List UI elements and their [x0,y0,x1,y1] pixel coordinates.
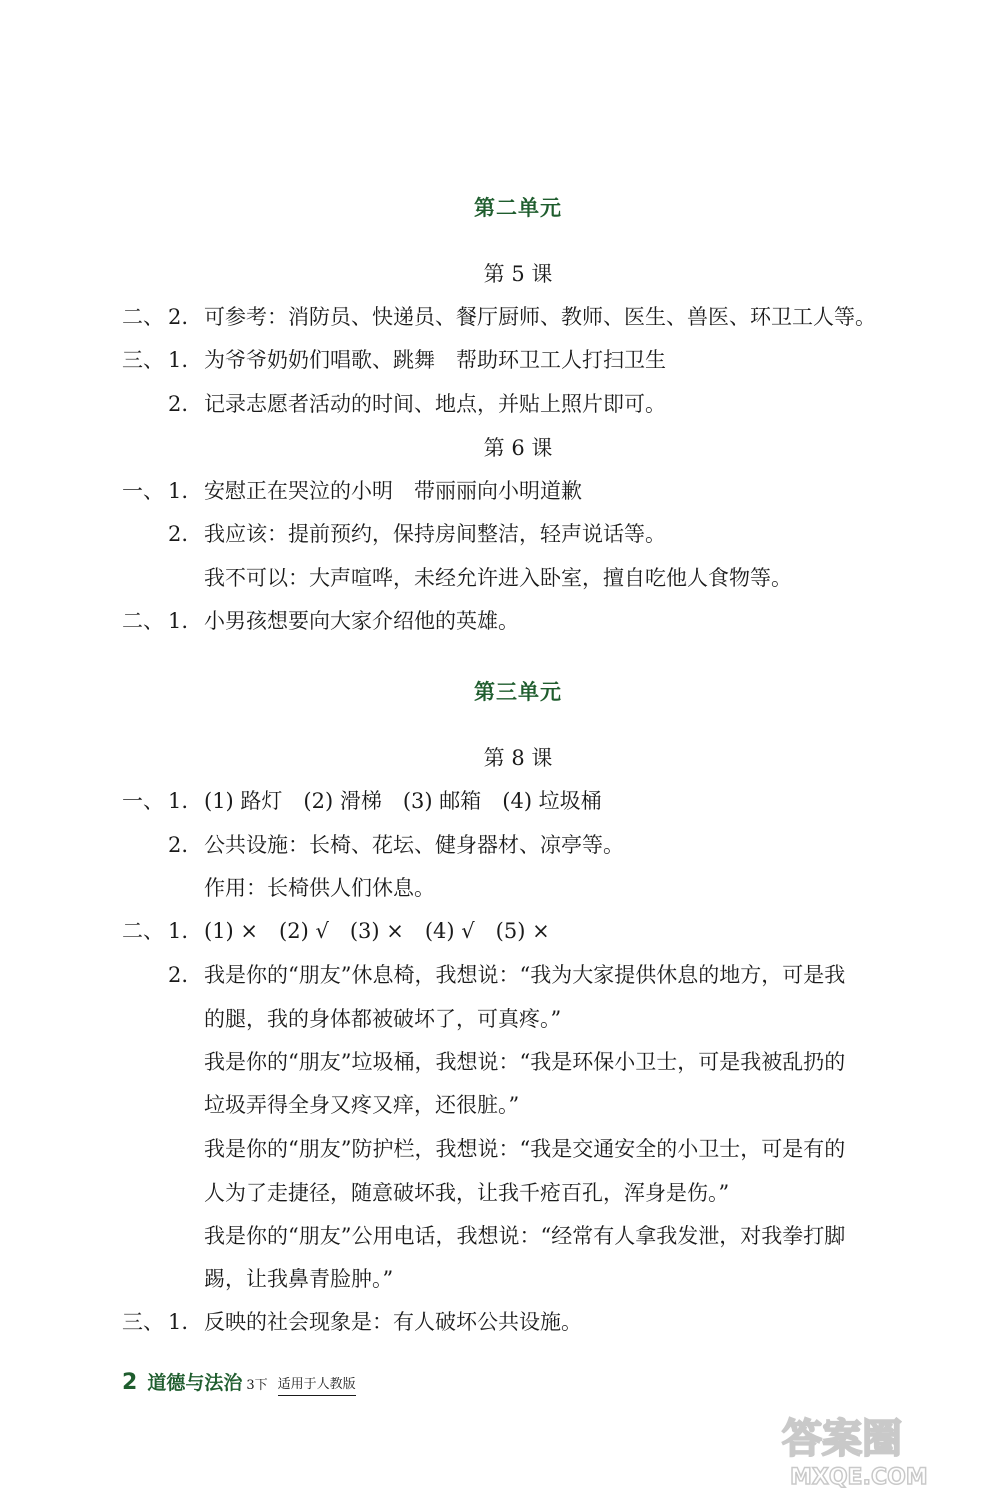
answer-line [0,1004,1000,1034]
answer-text: 小男孩想要向大家介绍他的英雄。 [204,609,519,633]
answer-text: 为爷爷奶奶们唱歌、跳舞 帮助环卫工人打扫卫生 [204,348,666,372]
answer-line [0,786,1000,816]
question-number: 1. [168,919,189,943]
question-number: 1. [168,479,189,503]
answer-text: 我是你的“朋友”休息椅，我想说：“我为大家提供休息的地方，可是我 [204,963,846,987]
answer-text: 我不可以：大声喧哗，未经允许进入卧室，擅自吃他人食物等。 [204,566,792,590]
answer-line [0,916,1000,946]
edition-label: 适用于人教版 [278,1375,356,1396]
section-marker: 三、 [122,348,164,372]
answer-text: 踢，让我鼻青脸肿。” [204,1267,394,1291]
watermark-logo [772,1400,982,1490]
answer-line [0,1178,1000,1208]
answer-line [0,476,1000,506]
section-marker: 一、 [122,479,164,503]
answer-text: 可参考：消防员、快递员、餐厅厨师、教师、医生、兽医、环卫工人等。 [204,305,876,329]
svg-text:答案圈: 答案圈 [782,1416,902,1462]
question-number: 1. [168,609,189,633]
answer-text: 我是你的“朋友”垃圾桶，我想说：“我是环保小卫士，可是我被乱扔的 [204,1050,846,1074]
answer-text: 的腿，我的身体都被破坏了，可真疼。” [204,1007,562,1031]
answer-line [0,873,1000,903]
answer-text: 垃圾弄得全身又疼又痒，还很脏。” [204,1093,520,1117]
question-number: 2. [168,392,189,416]
answer-text: 公共设施：长椅、花坛、健身器材、凉亭等。 [204,833,624,857]
section-marker: 二、 [122,919,164,943]
unit-title: 第三单元 [474,680,562,704]
question-number: 2. [168,963,189,987]
answer-line [0,1221,1000,1251]
answer-text: 记录志愿者活动的时间、地点，并贴上照片即可。 [204,392,666,416]
answer-line [0,519,1000,549]
answer-line [0,606,1000,636]
question-number: 2. [168,305,189,329]
section-marker: 一、 [122,789,164,813]
svg-text:MXQE.COM: MXQE.COM [790,1465,928,1490]
unit-title: 第二单元 [474,196,562,220]
section-marker: 三、 [122,1310,164,1334]
question-number: 2. [168,522,189,546]
page-footer [122,1368,356,1396]
answer-text: 我应该：提前预约，保持房间整洁，轻声说话等。 [204,522,666,546]
answer-line [0,563,1000,593]
answer-text: 反映的社会现象是：有人破坏公共设施。 [204,1310,582,1334]
lesson-title: 第 5 课 [483,262,553,286]
question-number: 1. [168,789,189,813]
answer-text: 人为了走捷径，随意破坏我，让我千疮百孔，浑身是伤。” [204,1181,730,1205]
answer-line [0,1264,1000,1294]
answer-line [0,389,1000,419]
section-marker: 二、 [122,305,164,329]
answer-text: 我是你的“朋友”公用电话，我想说：“经常有人拿我发泄，对我拳打脚 [204,1224,846,1248]
answer-line [0,960,1000,990]
question-number: 1. [168,1310,189,1334]
answer-text: 作用：长椅供人们休息。 [204,876,435,900]
question-number: 2. [168,833,189,857]
answer-text: 我是你的“朋友”防护栏，我想说：“我是交通安全的小卫士，可是有的 [204,1137,846,1161]
section-marker: 二、 [122,609,164,633]
answer-text: 安慰正在哭泣的小明 带丽丽向小明道歉 [204,479,582,503]
lesson-title: 第 6 课 [483,436,553,460]
grade-label: 3下 [246,1378,268,1393]
answer-line [0,830,1000,860]
answer-line [0,345,1000,375]
answer-line [0,302,1000,332]
lesson-title: 第 8 课 [483,746,553,770]
question-number: 1. [168,348,189,372]
book-title: 道德与法治 [147,1372,243,1394]
answer-line [0,1307,1000,1337]
page-number: 2 [122,1370,138,1395]
answer-text: (1) 路灯 (2) 滑梯 (3) 邮箱 (4) 垃圾桶 [204,789,602,813]
answer-line [0,1047,1000,1077]
answer-line [0,1090,1000,1120]
answer-text: (1) × (2) √ (3) × (4) √ (5) × [204,919,550,943]
answer-line [0,1134,1000,1164]
